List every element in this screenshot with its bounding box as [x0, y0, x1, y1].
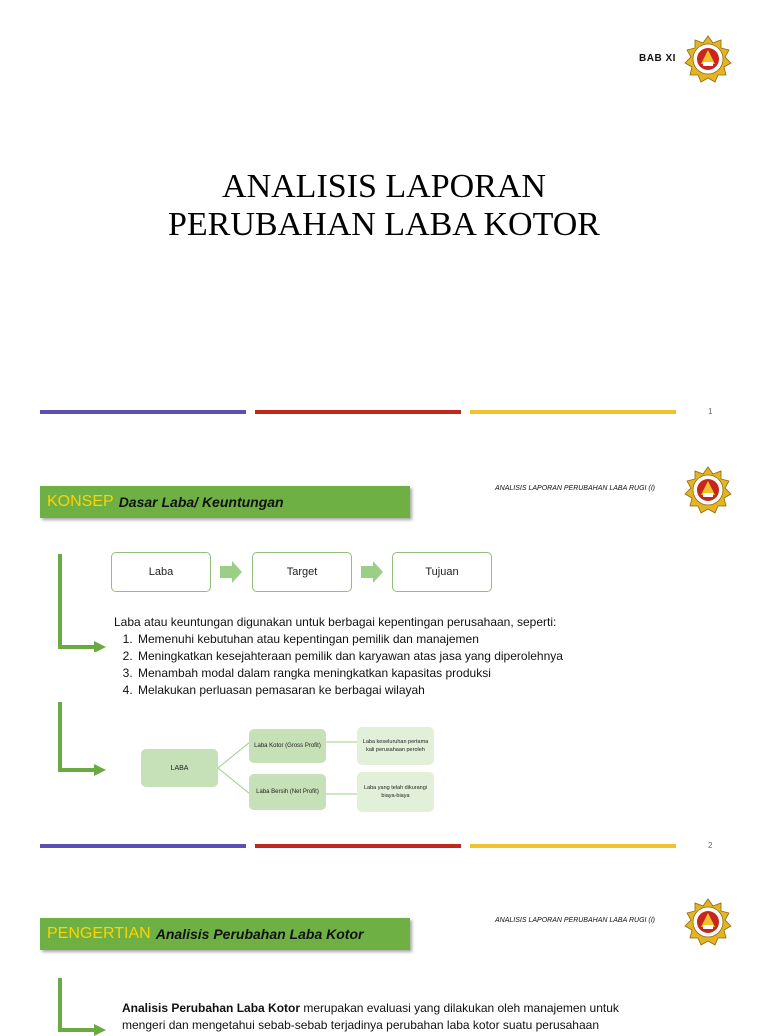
bracket-arrow-icon [50, 976, 110, 1036]
chevron-right-icon [220, 561, 242, 583]
chapter-label: BAB XI [639, 53, 676, 64]
section-banner [40, 918, 410, 950]
bracket-arrow-icon [50, 700, 110, 776]
banner-subtitle: Dasar Laba/ Keuntungan [118, 494, 284, 510]
definition-paragraph [122, 1000, 662, 1034]
chevron-right-icon [361, 561, 383, 583]
slide-1 [0, 0, 768, 432]
page-number: 1 [708, 407, 713, 416]
tree-root-laba: LABA [141, 749, 218, 787]
header-right: ANALISIS LAPORAN PERUBAHAN LABA RUGI (I) [495, 485, 656, 492]
divider-yellow [470, 410, 676, 414]
bracket-arrow-icon [50, 552, 110, 652]
definition-term: Analisis Perubahan Laba Kotor [122, 1001, 301, 1015]
divider-red [255, 844, 461, 848]
university-logo-icon [684, 466, 732, 514]
title-line-2: PERUBAHAN LABA KOTOR [168, 206, 600, 243]
tree-node-gross: Laba Kotor (Gross Profit) [249, 729, 326, 763]
banner-keyword: KONSEP [47, 493, 114, 510]
flow-box-laba: Laba [111, 552, 211, 592]
slide-2 [0, 432, 768, 864]
university-logo-icon [684, 898, 732, 946]
list-item: 4. Melakukan perluasan pemasaran ke berbagai wilayah [136, 682, 734, 699]
divider-blue [40, 844, 246, 848]
tree-desc-gross: Laba keseluruhan pertama kali perusahaan peroleh [357, 727, 434, 765]
tree-node-net: Laba Bersih (Net Profit) [249, 774, 326, 810]
flow-box-tujuan: Tujuan [392, 552, 492, 592]
list-item: 3. Menambah modal dalam rangka meningkatkan kapasitas produksi [136, 665, 734, 682]
usage-list [114, 631, 734, 699]
section-banner [40, 486, 410, 518]
slide-3 [0, 864, 768, 1032]
tree-desc-net: Laba yang telah dikurangi biaya-biaya [357, 772, 434, 812]
divider-yellow [470, 844, 676, 848]
laba-usage-text [114, 614, 734, 699]
university-logo-icon [684, 35, 732, 83]
banner-keyword: PENGERTIAN [47, 925, 151, 942]
banner-subtitle: Analisis Perubahan Laba Kotor [155, 926, 364, 942]
list-item: 1. Memenuhi kebutuhan atau kepentingan pemilik dan manajemen [136, 631, 734, 648]
header-right: ANALISIS LAPORAN PERUBAHAN LABA RUGI (I) [495, 917, 656, 924]
flow-box-target: Target [252, 552, 352, 592]
divider-red [255, 410, 461, 414]
title-line-1: ANALISIS LAPORAN [222, 168, 546, 205]
intro-text: Laba atau keuntungan digunakan untuk berbagai kepentingan perusahaan, seperti: [114, 615, 557, 629]
definition-text: merupakan evaluasi yang dilakukan oleh manajemen untuk mengeri dan mengetahui sebab-sebab terjadinya perubahan laba kotor suatu perusahaan [122, 1001, 619, 1032]
list-item: 2. Meningkatkan kesejahteraan pemilik dan karyawan atas jasa yang diperolehnya [136, 648, 734, 665]
divider-blue [40, 410, 246, 414]
page-number: 2 [708, 841, 713, 850]
